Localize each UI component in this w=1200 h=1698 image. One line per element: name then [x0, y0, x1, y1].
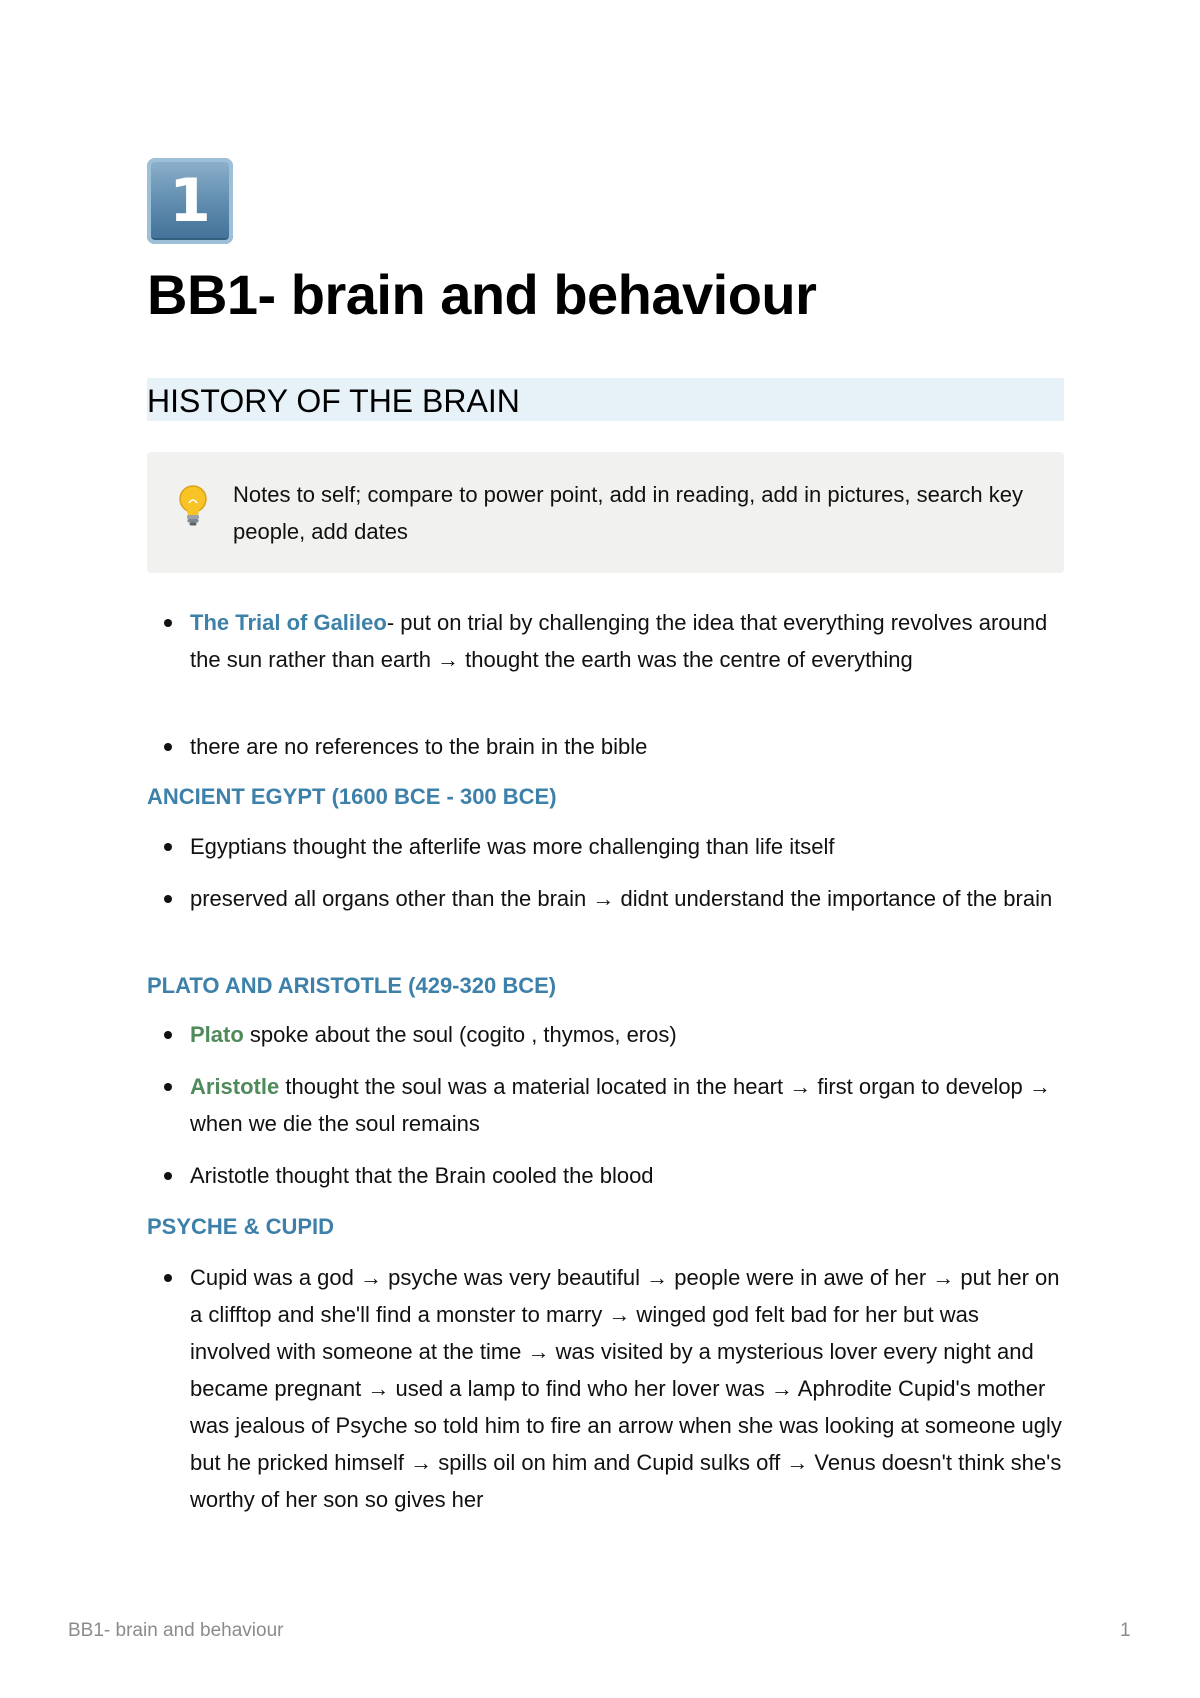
- plato-name: Plato: [190, 1022, 244, 1047]
- list-item-text: [190, 1068, 1064, 1142]
- keycap-digit: 1: [169, 166, 211, 236]
- bullet-dot: [164, 1274, 172, 1282]
- list-item-rest: thought the soul was a material located in the heart → first organ to develop → when we die the soul remains: [190, 1074, 1051, 1136]
- lightbulb-icon: [175, 484, 211, 528]
- page-title: BB1- brain and behaviour: [147, 263, 817, 326]
- list-item-text: Cupid was a god → psyche was very beautiful → people were in awe of her → put her on a clifftop and she'll find a monster to marry → winged god felt bad for her but was involved with someone at the time → was visited by a mysterious lover every night and became pregnant → used a lamp to find who her lover was → Aphrodite Cupid's mother was jealous of Psyche so told him to fire an arrow when she was looking at someone ugly but he pricked himself → spills oil on him and Cupid sulks off → Venus doesn't think she's worthy of her son so gives her: [190, 1265, 1062, 1512]
- list-item-rest: - put on trial by challenging the idea that everything revolves around the sun rather than earth → thought the earth was the centre of everything: [190, 610, 1048, 672]
- bullet-dot: [164, 1083, 172, 1091]
- psyche-heading: PSYCHE & CUPID: [147, 1214, 335, 1239]
- egypt-heading: ANCIENT EGYPT (1600 BCE - 300 BCE): [147, 784, 557, 809]
- bullet-dot: [164, 895, 172, 903]
- list-item-text: Aristotle thought that the Brain cooled the blood: [190, 1163, 654, 1188]
- list-item-text: there are no references to the brain in the bible: [190, 734, 648, 759]
- keycap-one-icon: [147, 158, 233, 244]
- plato-heading: PLATO AND ARISTOTLE (429-320 BCE): [147, 973, 557, 998]
- section-heading-text: HISTORY OF THE BRAIN: [147, 383, 520, 419]
- bullet-dot: [164, 743, 172, 751]
- list-item-rest: spoke about the soul (cogito , thymos, eros): [243, 1022, 677, 1047]
- footer-doc-name: BB1- brain and behaviour: [68, 1620, 284, 1641]
- footer-page-number: 1: [1120, 1620, 1131, 1641]
- list-item-text: Egyptians thought the afterlife was more challenging than life itself: [190, 834, 835, 859]
- bullet-dot: [164, 843, 172, 851]
- list-item-text: [190, 604, 1064, 678]
- callout-text: Notes to self; compare to power point, add in reading, add in pictures, search key people, add dates: [233, 482, 1023, 544]
- callout-box: [147, 452, 1064, 573]
- list-item-text: [190, 1016, 1064, 1053]
- bullet-dot: [164, 1031, 172, 1039]
- section-heading: [147, 378, 1064, 421]
- galileo-link[interactable]: The Trial of Galileo: [190, 610, 387, 635]
- bullet-dot: [164, 1172, 172, 1180]
- list-item-text: preserved all organs other than the brain → didnt understand the importance of the brain: [190, 886, 1053, 911]
- aristotle-name: Aristotle: [190, 1074, 280, 1099]
- bullet-dot: [164, 619, 172, 627]
